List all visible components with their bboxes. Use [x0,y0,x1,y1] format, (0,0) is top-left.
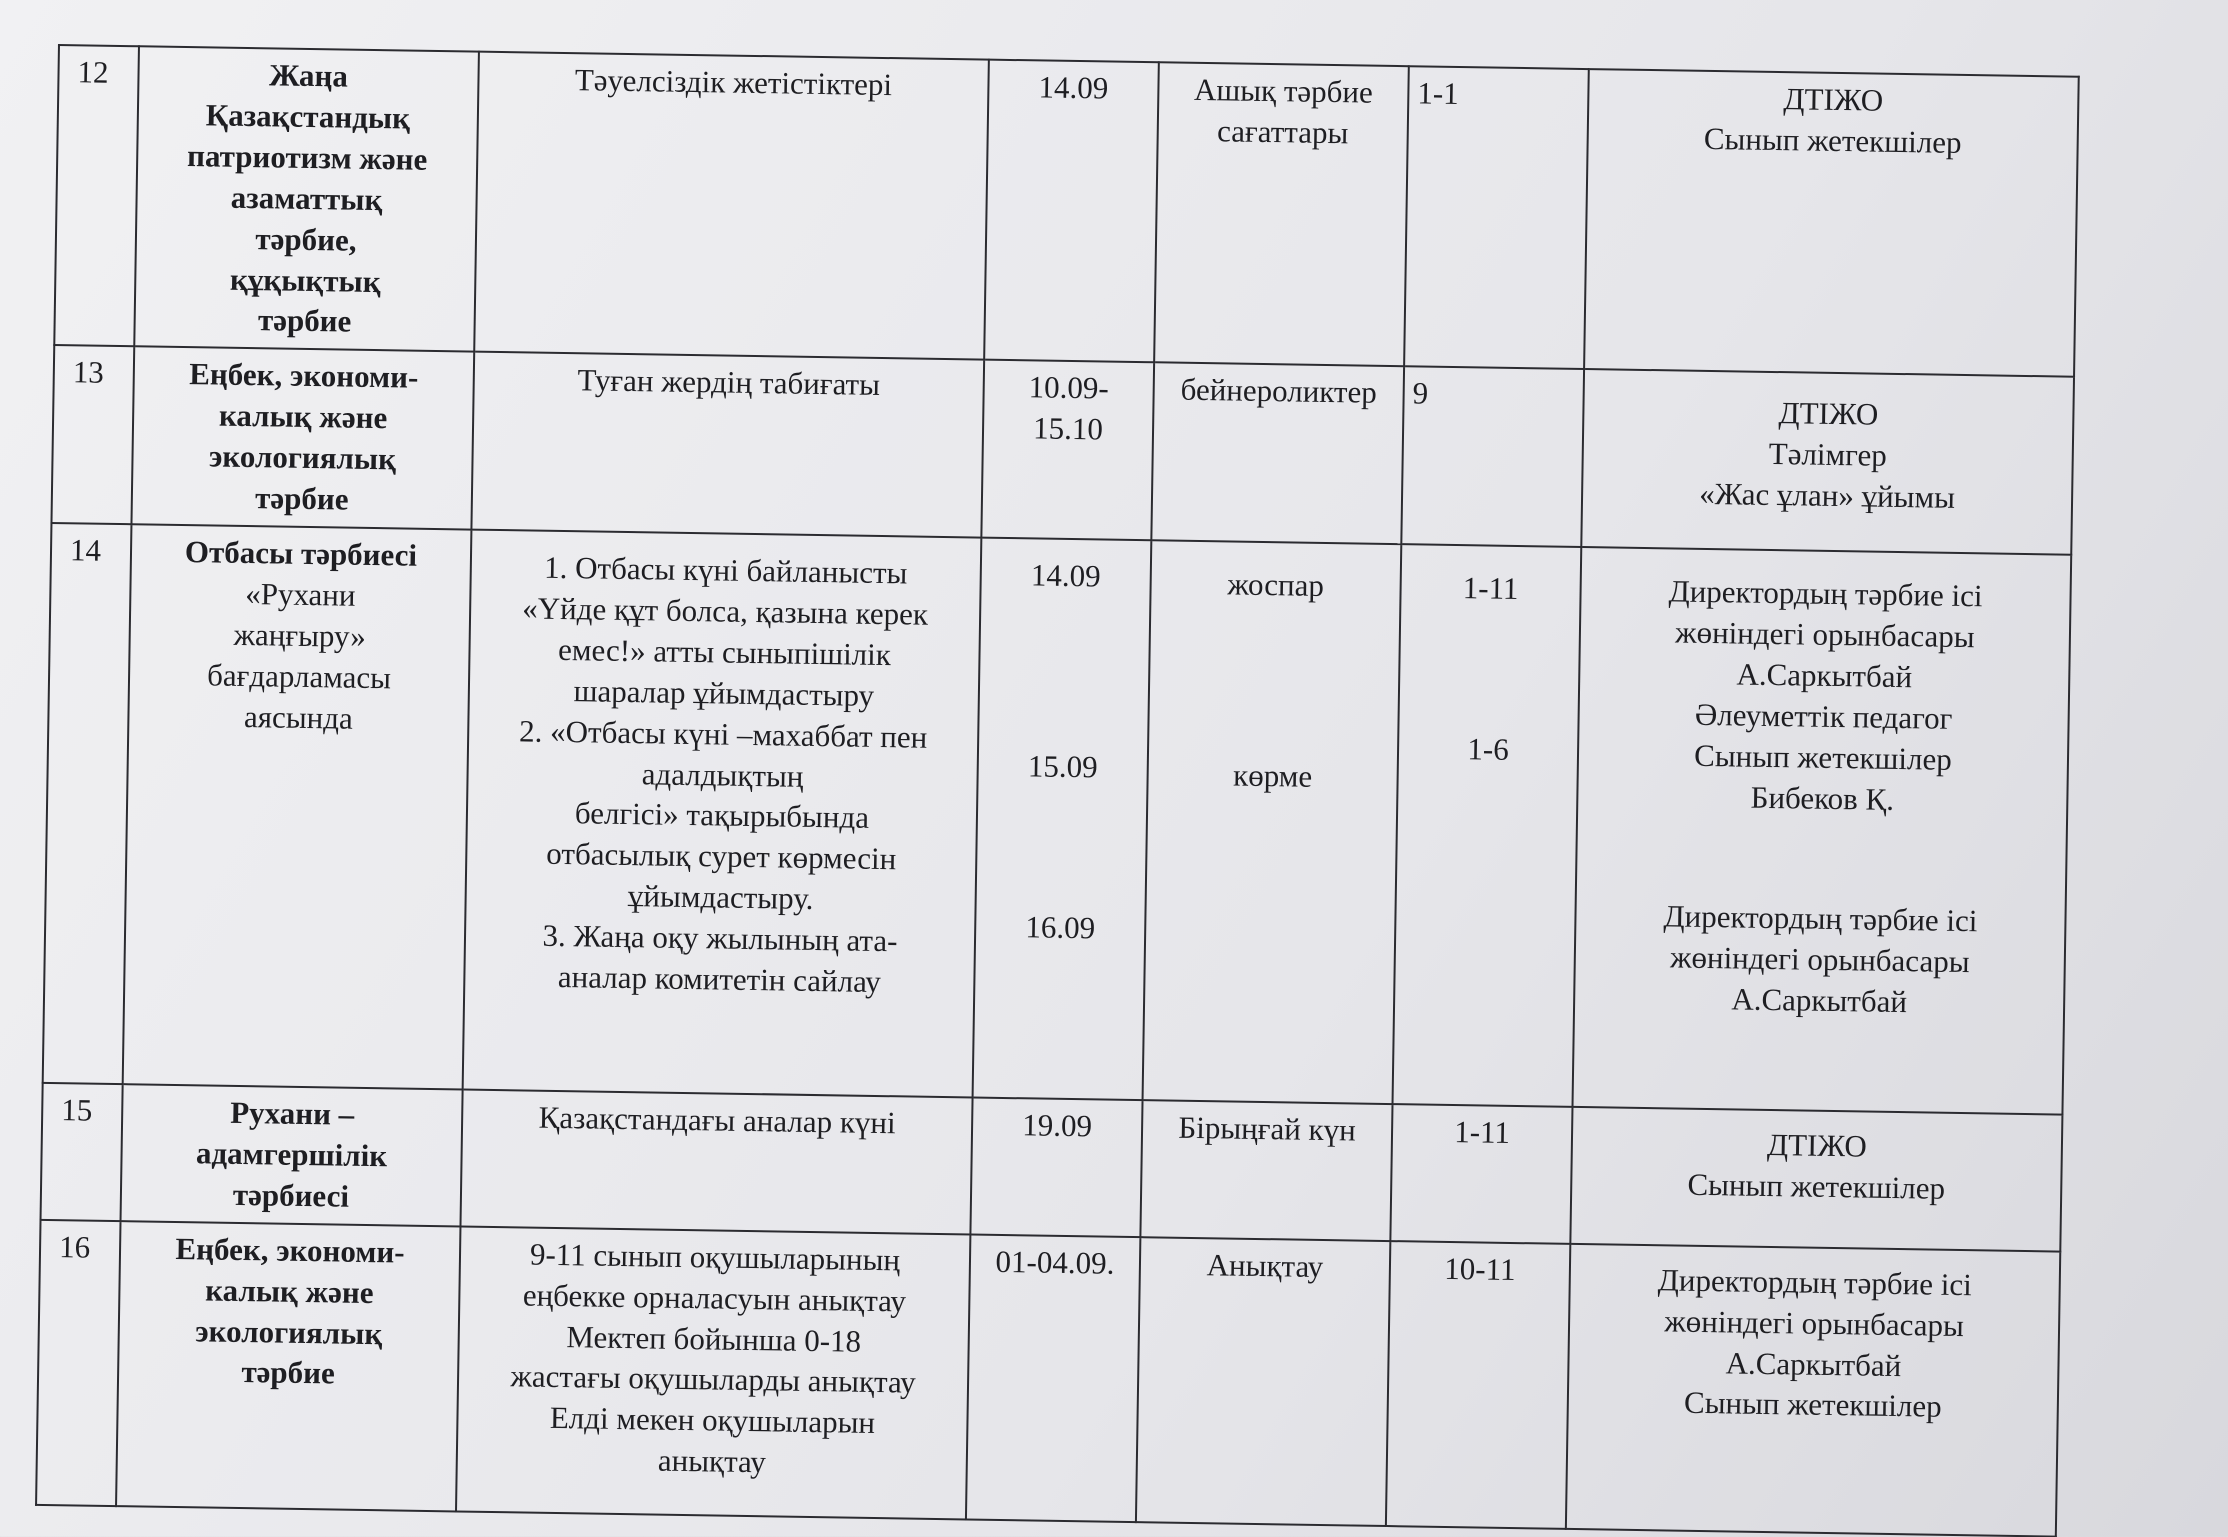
date-line: 14.09 [1030,557,1101,594]
date-line: 15.10 [1032,410,1104,447]
responsible-line: А.Саркытбай [1736,656,1913,694]
direction-line: калық және [205,1272,374,1310]
table-row [54,45,2078,377]
responsible-line: Директордың тәрбие ісі [1663,898,1978,939]
form-cell [1136,1237,1390,1526]
plan-table [35,44,2080,1537]
responsible-line: Сынып жетекшілер [1687,1166,1946,1206]
table-row [36,1220,2060,1537]
date-cell [984,60,1159,363]
event-line: еңбекке орналасуын анықтау [522,1277,907,1319]
responsible-cell [1581,369,2074,554]
event-line: ұйымдастыру. [627,878,814,917]
row-number: 16 [36,1220,120,1506]
row-number: 14 [43,523,132,1084]
responsible-line: ДТІЖО [1766,1126,1868,1164]
direction-line: калық және [218,397,388,436]
date-line: 01-04.09. [995,1243,1115,1281]
direction-line: жаңғыру» [233,616,367,654]
responsible-line: «Жас ұлан» ұйымы [1699,475,1956,516]
direction-line: «Рухани [244,575,356,613]
responsible-cell [1570,1107,2062,1251]
responsible-cell [1572,547,2071,1115]
form-cell [1143,540,1402,1104]
responsible-line: А.Саркытбай [1731,981,1908,1020]
class-cell [1393,544,1582,1107]
event-line: шаралар ұйымдастыру [573,672,875,713]
date-line: 19.09 [1021,1107,1093,1144]
table-row [43,523,2072,1115]
direction-cell [131,347,474,530]
class-line: 1-6 [1467,731,1510,767]
class-line: 1-11 [1462,570,1519,606]
responsible-line: Сынып жетекшілер [1683,1385,1942,1425]
class-cell: 1-11 [1390,1104,1572,1244]
event-line: Елді мекен оқушыларын [549,1400,876,1441]
row-number: 12 [54,45,139,347]
responsible-line: Әлеуметтік педагог [1694,696,1953,736]
date-line: 14.09 [1038,69,1109,106]
row-number: 15 [41,1083,123,1221]
direction-line: аясында [243,698,354,736]
event-line: белгісі» тақырыбында [574,795,870,836]
event-line: адалдықтың [641,755,804,794]
date-line: 10.09- [1028,369,1110,406]
direction-line: тәрбие [254,480,349,517]
direction-line: Еңбек, экономи- [175,1230,405,1270]
direction-cell [134,46,479,352]
form-line: көрме [1232,757,1313,794]
responsible-line: ДТІЖО [1778,395,1879,432]
event-line: отбасылық сурет көрмесін [546,836,897,877]
direction-line: тәрбиесі [232,1176,350,1214]
direction-line: бағдарламасы [206,657,392,695]
class-cell: 9 [1401,367,1584,547]
date-cell [981,360,1154,540]
direction-cell [121,1084,463,1226]
responsible-line: Директордың тәрбие ісі [1668,573,1983,614]
event-line: Тәуелсіздік жетістіктері [574,62,893,103]
event-cell [474,52,989,360]
event-line: анықтау [657,1442,767,1480]
event-line: аналар комитетін сайлау [557,959,882,1000]
form-line: Анықтау [1206,1246,1324,1284]
responsible-line: Тәлімгер [1768,436,1888,474]
table-wrapper [35,44,2077,1516]
responsible-line: жөніндегі орынбасары [1664,1302,1965,1343]
event-line: Қазақстандағы аналар күні [538,1099,896,1141]
form-line: Ашық тәрбие [1193,71,1374,110]
event-line: 2. «Отбасы күні –махаббат пен [518,712,928,755]
form-cell [1140,1100,1392,1241]
responsible-line: Директордың тәрбие ісі [1657,1261,1973,1302]
direction-line: тәрбие [241,1354,336,1391]
table-row [51,345,2074,554]
direction-title: Отбасы тәрбиесі [184,534,418,573]
event-line: 1. Отбасы күні байланысты [543,549,908,591]
direction-line: патриотизм және [186,137,428,177]
responsible-cell [1566,1244,2060,1537]
date-line: 15.09 [1027,748,1098,785]
event-cell [456,1226,970,1519]
direction-line: Еңбек, экономи- [188,356,419,396]
responsible-line: А.Саркытбай [1725,1344,1902,1383]
responsible-line: Бибеков Қ. [1750,779,1895,817]
event-cell [463,530,982,1098]
event-line: емес!» атты сыныпішілік [557,631,892,672]
date-cell [970,1097,1142,1236]
responsible-line: Сынып жетекшілер [1693,737,1953,777]
form-cell [1154,62,1409,366]
row-number: 13 [51,345,134,524]
direction-line: құқықтық [229,261,381,299]
direction-line: азаматтық [230,179,383,217]
direction-line: адамгершілік [195,1135,388,1174]
direction-line: тәрбие [257,302,352,340]
event-line: Мектеп бойынша 0-18 [566,1318,862,1359]
responsible-line: ДТІЖО [1783,81,1884,118]
form-line: сағаттары [1216,113,1349,151]
form-line: жоспар [1227,566,1325,603]
responsible-line: жөніндегі орынбасары [1669,939,1970,980]
date-line: 16.09 [1025,909,1096,946]
form-line: бейнероликтер [1180,372,1378,411]
direction-line: экологиялық [208,438,397,477]
direction-line: Қазақстандық [205,97,411,136]
event-cell [460,1089,972,1234]
class-cell: 1-1 [1404,66,1589,369]
direction-line: экологиялық [195,1312,383,1351]
responsible-line: жөніндегі орынбасары [1674,614,1975,655]
event-line: 9-11 сынып оқушыларының [529,1236,901,1278]
direction-line: тәрбие, [255,220,357,258]
direction-line: Жаңа [268,57,349,94]
responsible-cell [1584,69,2079,377]
event-line: «Үйде құт болса, қазына керек [522,590,929,632]
direction-cell [116,1221,460,1511]
form-cell [1151,363,1404,545]
date-cell [966,1234,1140,1522]
event-line: 3. Жаңа оқу жылының ата- [542,917,898,959]
date-cell [973,538,1152,1101]
event-line: Туған жердің табиғаты [577,362,881,403]
responsible-line: Сынып жетекшілер [1703,120,1962,160]
class-cell: 10-11 [1386,1241,1570,1529]
event-line: жастағы оқушыларды анықтау [510,1358,916,1401]
direction-cell [123,524,472,1089]
form-line: Бірыңғай күн [1178,1109,1357,1148]
event-cell [471,352,984,538]
direction-line: Рухани – [229,1094,355,1132]
